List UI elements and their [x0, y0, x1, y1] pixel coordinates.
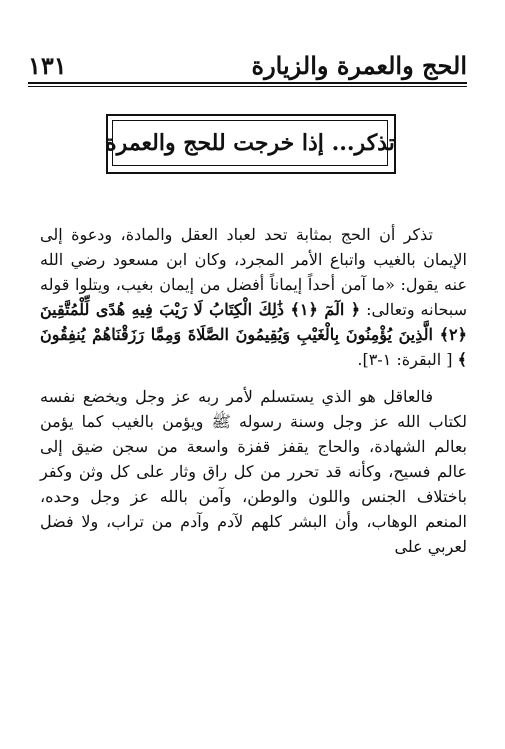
paragraph-2: فالعاقل هو الذي يستسلم لأمر ربه عز وجل ويخضع نفسه لكتاب الله عز وجل وسنة رسوله ﷺ ويؤمن بالغيب كما يؤمن بعالم الشهادة، والحاج يقفز قفزة واسعة من سجن ضيق إلى عالم فسيح، وكأنه قد تحرر من كل راق وثار على كل وثن وكفر باختلاف الجنس واللون والوطن، وآمن بالله عز وجل وحده، المنعم الوهاب، وأن البشر كلهم لآدم وآدم من تراب، ولا فضل لعربي على: [40, 387, 467, 556]
paragraph-1: [40, 222, 467, 372]
body-text: [40, 222, 467, 559]
running-title: الحج والعمرة والزيارة: [251, 51, 467, 80]
paragraph-1-intro: تذكر أن الحج بمثابة تحد لعباد العقل والمادة، ودعوة إلى الإيمان بالغيب واتباع الأمر المجرد، وكان ابن مسعود رضي الله عنه يقول: «ما آمن أحداً إيماناً أفضل من إيمان بغيب، ويتلوا قوله سبحانه وتعالى:: [40, 225, 467, 319]
page-number: ١٣١: [28, 51, 67, 80]
header-rule: [28, 82, 467, 84]
section-title: تذكر... إذا خرجت للحج والعمرة: [112, 120, 388, 166]
header-rule-thin: [28, 86, 467, 87]
quran-verse: ﴿ الٓمٓ ﴿١﴾ ذَٰلِكَ الْكِتَابُ لَا رَيْبَ فِيهِ هُدًى لِّلْمُتَّقِينَ ﴿٢﴾ الَّذِينَ يُؤْمِنُونَ بِالْغَيْبِ وَيُقِيمُونَ الصَّلَاةَ وَمِمَّا رَزَقْنَاهُمْ يُنفِقُونَ ﴾: [40, 300, 467, 369]
verse-reference: [ البقرة: ١-٣].: [357, 350, 458, 369]
running-header: [28, 38, 467, 78]
